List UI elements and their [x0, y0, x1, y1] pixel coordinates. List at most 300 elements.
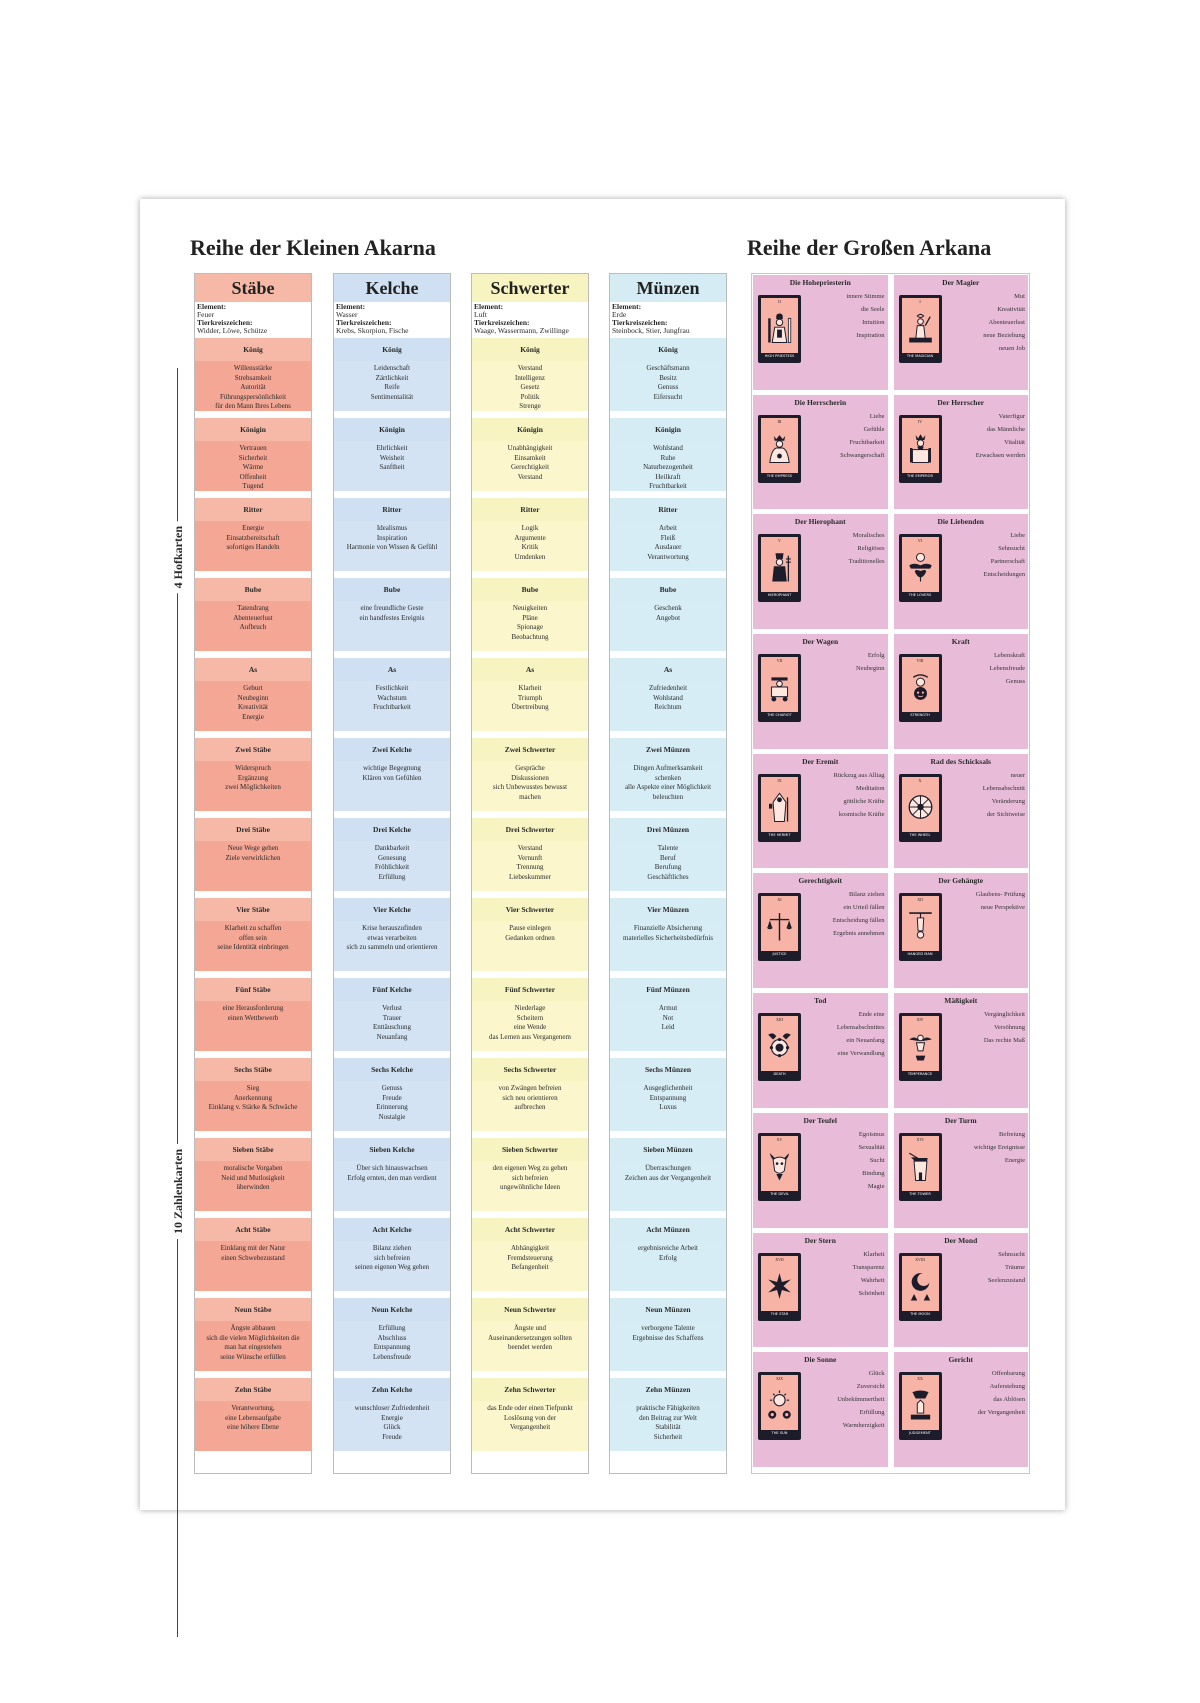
card-name: Bube — [610, 578, 726, 601]
major-card-title: Der Teufel — [803, 1115, 837, 1125]
keyword: Verantwortung, — [231, 1404, 275, 1412]
card-name: Sieben Münzen — [610, 1138, 726, 1161]
card-name: Sechs Schwerter — [472, 1058, 588, 1081]
major-card-keywords — [955, 1008, 1025, 1047]
suit-card — [472, 978, 588, 1051]
keyword: Ende eine — [858, 1011, 885, 1019]
suit-card — [472, 1138, 588, 1211]
keyword: neuen Job — [998, 345, 1025, 352]
major-card-cell — [894, 873, 1029, 988]
keyword: Ausdauer — [654, 543, 682, 551]
keyword: Widerspruch — [235, 764, 271, 772]
major-card-keywords — [815, 529, 885, 568]
keyword: eine Wende — [513, 1023, 547, 1031]
element-value: Erde — [612, 310, 627, 319]
keyword: Verstand — [517, 844, 543, 852]
keyword: Genuss — [381, 1084, 403, 1092]
keyword: Fruchtbarkeit — [373, 703, 411, 711]
card-keywords — [195, 921, 311, 971]
card-numeral: VI — [917, 538, 923, 544]
numbered-cards-label — [168, 746, 188, 1637]
major-card-title: Die Liebenden — [937, 517, 984, 527]
keyword: Rückzug aus Alltag — [833, 771, 885, 779]
tarot-card-illustration — [758, 893, 801, 961]
keyword: göttliche Kräfte — [843, 797, 885, 805]
suit-title: Kelche — [334, 274, 450, 302]
chariot-icon — [765, 667, 794, 707]
suit-card — [195, 738, 311, 811]
keyword: Krise herauszufinden — [362, 924, 422, 932]
major-card-keywords — [955, 888, 1025, 914]
card-numeral: V — [778, 538, 781, 544]
keyword: Erfüllung — [378, 1324, 406, 1332]
suit-card — [334, 338, 450, 411]
major-card-cell — [753, 514, 888, 629]
tarot-card-illustration — [899, 1133, 942, 1201]
suit-card — [195, 1218, 311, 1291]
keyword: Fröhlichkeit — [374, 863, 410, 871]
major-card-title: Der Turm — [944, 1115, 977, 1125]
suit-card — [334, 1138, 450, 1211]
keyword: Offenheit — [239, 472, 267, 481]
card-keywords — [195, 441, 311, 491]
keyword: Neid und Mutlosigkeit — [221, 1173, 285, 1182]
card-name: Bube — [472, 578, 588, 601]
major-card-cell — [894, 514, 1029, 629]
card-numeral: IV — [917, 418, 923, 424]
keyword: Neubeginn — [237, 693, 269, 702]
major-card-cell — [753, 754, 888, 869]
major-card-keywords — [815, 1008, 885, 1060]
keyword: Verstand — [517, 472, 543, 481]
keyword: Geschenk — [654, 604, 682, 612]
card-caption: TEMPERANCE — [902, 1071, 939, 1078]
card-name: Sieben Stäbe — [195, 1138, 311, 1161]
card-name: Königin — [472, 418, 588, 441]
card-keywords — [334, 1241, 450, 1291]
keyword: Sicherheit — [653, 1432, 683, 1441]
keyword: Vergangenheit — [509, 1423, 551, 1431]
keyword: ein handfestes Ereignis — [359, 613, 425, 622]
card-name: König — [334, 338, 450, 361]
card-keywords — [334, 761, 450, 811]
card-caption: THE STAR — [761, 1311, 798, 1318]
suit-column-kelche — [333, 273, 451, 1474]
keyword: Armut — [658, 1004, 678, 1012]
major-card-cell — [894, 395, 1029, 510]
suit-card — [472, 1058, 588, 1131]
keyword: Transparenz — [852, 1263, 885, 1271]
keyword: Auseinandersetzungen sollten — [488, 1333, 572, 1342]
card-keywords — [195, 761, 311, 811]
major-card-cell — [753, 1352, 888, 1467]
card-name: As — [195, 658, 311, 681]
card-name: Neun Kelche — [334, 1298, 450, 1321]
keyword: kosmische Kräfte — [838, 810, 885, 818]
keyword: ergebnisreiche Arbeit — [638, 1244, 698, 1252]
keyword: Triumph — [517, 693, 543, 702]
keyword: wunschloser Zufriedenheit — [354, 1404, 430, 1412]
major-card-cell — [894, 634, 1029, 749]
keyword: Ergebnis annehmen — [833, 930, 885, 938]
major-card-cell — [894, 1233, 1029, 1348]
major-card-cell — [894, 754, 1029, 869]
card-name: As — [472, 658, 588, 681]
keyword: Ergänzung — [237, 773, 269, 782]
keyword: Sucht — [869, 1156, 885, 1164]
major-card-keywords — [815, 290, 885, 342]
major-card-title: Gerechtigkeit — [798, 876, 843, 886]
card-name: Neun Schwerter — [472, 1298, 588, 1321]
keyword: Sehnsucht — [998, 545, 1025, 553]
card-name: Königin — [334, 418, 450, 441]
keyword: aufbrechen — [514, 1103, 546, 1111]
card-keywords — [195, 1001, 311, 1051]
card-name: As — [610, 658, 726, 681]
suit-card — [472, 1378, 588, 1451]
keyword: seine Wünsche erfüllen — [220, 1352, 286, 1361]
keyword: etwas verarbeiten — [367, 933, 417, 942]
keyword: Bindung — [862, 1169, 885, 1177]
card-name: Sechs Münzen — [610, 1058, 726, 1081]
keyword: Einklang v. Stärke & Schwäche — [208, 1103, 298, 1111]
card-numeral: XIX — [775, 1376, 784, 1382]
keyword: ein Urteil fällen — [843, 904, 885, 912]
suit-card — [610, 978, 726, 1051]
keyword: der Vergangenheit — [977, 1409, 1025, 1417]
card-name: Zwei Kelche — [334, 738, 450, 761]
card-name: Drei Schwerter — [472, 818, 588, 841]
card-keywords — [195, 1241, 311, 1291]
card-numeral: VII — [776, 658, 783, 664]
major-card-title: Die Sonne — [804, 1355, 837, 1365]
keyword: das Ende oder einen Tiefpunkt — [487, 1404, 573, 1412]
keyword: Lebensfreude — [989, 665, 1025, 673]
card-keywords — [195, 1401, 311, 1451]
card-numeral: XV — [776, 1136, 783, 1142]
keyword: Wohlstand — [653, 693, 683, 702]
keyword: Vitalität — [1004, 438, 1025, 446]
keyword: Sieg — [246, 1084, 260, 1092]
keyword: Entscheidungen — [983, 571, 1025, 579]
keyword: Reife — [384, 383, 400, 391]
suit-card — [472, 338, 588, 411]
keyword: ein Neuanfang — [846, 1037, 885, 1045]
major-card-title: Mäßigkeit — [944, 996, 978, 1006]
keyword: Religiöses — [857, 545, 885, 553]
keyword: einen Wettbewerb — [227, 1013, 279, 1022]
minor-arcana-title: Reihe der Kleinen Akarna — [190, 235, 436, 260]
card-name: Bube — [195, 578, 311, 601]
keyword: Energie — [381, 1413, 403, 1422]
keyword: das Lernen aus Vergangenem — [489, 1032, 571, 1041]
suit-card — [472, 418, 588, 491]
suit-card — [472, 1298, 588, 1371]
keyword: Geschäftsmann — [646, 364, 690, 372]
tarot-card-illustration — [899, 534, 942, 602]
card-keywords — [334, 921, 450, 971]
keyword: Leidenschaft — [373, 364, 411, 372]
keyword: Beruf — [660, 853, 676, 862]
card-caption: THE HERMIT — [761, 832, 798, 839]
card-caption: JUSTICE — [761, 951, 798, 958]
keyword: Niederlage — [514, 1004, 546, 1012]
keyword: Traditionelles — [848, 558, 885, 566]
keyword: Klarheit — [863, 1250, 885, 1258]
suit-title: Schwerter — [472, 274, 588, 302]
card-keywords — [334, 521, 450, 571]
strength-icon — [906, 667, 935, 707]
card-caption: DEATH — [761, 1071, 798, 1078]
card-name: Drei Stäbe — [195, 818, 311, 841]
keyword: man hat eingestehen — [224, 1343, 282, 1351]
keyword: eine Herausforderung — [222, 1004, 284, 1012]
card-keywords — [195, 1321, 311, 1371]
tarot-card-illustration — [758, 295, 801, 363]
card-numeral: XIII — [776, 1017, 783, 1023]
keyword: Zeichen aus der Vergangenheit — [624, 1173, 712, 1182]
keyword: Talente — [657, 844, 679, 852]
card-name: König — [610, 338, 726, 361]
keyword: Freude — [382, 1432, 402, 1441]
keyword: Strenge — [519, 402, 541, 410]
card-keywords — [610, 1241, 726, 1291]
card-name: Zwei Münzen — [610, 738, 726, 761]
keyword: für den Mann Ihres Lebens — [215, 402, 291, 410]
major-card-cell — [894, 1113, 1029, 1228]
keyword: Übertreibung — [511, 703, 549, 711]
suit-column-muenzen — [609, 273, 727, 1474]
card-name: Vier Stäbe — [195, 898, 311, 921]
keyword: Über sich hinauswachsen — [356, 1164, 428, 1172]
zodiac-key: Tierkreiszeichen: — [336, 318, 392, 327]
suit-card — [610, 1298, 726, 1371]
keyword: Energie — [242, 524, 264, 532]
suit-card — [610, 1058, 726, 1131]
keyword: Ängste und — [513, 1324, 547, 1332]
zodiac-value: Widder, Löwe, Schütze — [197, 326, 268, 335]
tarot-card-illustration — [899, 774, 942, 842]
card-keywords — [472, 441, 588, 491]
devil-icon — [765, 1146, 794, 1186]
card-caption: STRENGTH — [902, 712, 939, 719]
keyword: Liebe — [1010, 532, 1025, 540]
suit-card — [334, 1298, 450, 1371]
suit-card — [610, 1138, 726, 1211]
keyword: Erfüllung — [378, 872, 406, 881]
major-card-title: Der Wagen — [802, 637, 839, 647]
keyword: Vaterfigur — [998, 412, 1025, 420]
hierophant-icon — [765, 547, 794, 587]
card-keywords — [195, 1081, 311, 1131]
keyword: Zufriedenheit — [648, 684, 688, 692]
keyword: das Ablösen — [993, 1396, 1025, 1404]
keyword: innere Stimme — [846, 293, 885, 300]
major-card-keywords — [955, 769, 1025, 821]
card-caption: HIGH PRIESTESS — [761, 353, 798, 360]
card-numeral: IX — [777, 777, 782, 783]
tarot-card-illustration — [758, 1133, 801, 1201]
major-card-title: Der Magier — [942, 278, 980, 287]
card-name: Ritter — [334, 498, 450, 521]
keyword: Wahrheit — [860, 1276, 885, 1284]
keyword: sich die vielen Möglichkeiten die — [206, 1333, 300, 1342]
keyword: Zuversicht — [856, 1383, 885, 1391]
keyword: Trennung — [516, 863, 544, 871]
element-key: Element: — [336, 302, 366, 311]
keyword: seinen eigenen Weg gehen — [354, 1263, 430, 1271]
keyword: Sehnsucht — [998, 1250, 1025, 1258]
keyword: Tatendrang — [237, 604, 269, 612]
major-card-cell — [753, 993, 888, 1108]
keyword: Erfolg — [659, 1253, 677, 1262]
keyword: Ausgeglichenheit — [643, 1084, 693, 1092]
keyword: Eifersucht — [653, 392, 683, 401]
card-keywords — [334, 1401, 450, 1451]
card-name: Sechs Kelche — [334, 1058, 450, 1081]
card-caption: THE MOON — [902, 1311, 939, 1318]
court-cards-text: 4 Hofkarten — [171, 521, 186, 593]
hanged-man-icon — [906, 906, 935, 946]
keyword: Umdenken — [514, 552, 546, 561]
tarot-card-illustration — [758, 1372, 801, 1440]
major-card-keywords — [815, 649, 885, 675]
keyword: Vergänglichkeit — [983, 1011, 1025, 1019]
card-keywords — [472, 921, 588, 971]
keyword: Anerkennung — [233, 1093, 273, 1102]
keyword: Bilanz ziehen — [372, 1244, 412, 1252]
suit-title: Stäbe — [195, 274, 311, 302]
keyword: Abenteuerlust — [988, 319, 1025, 326]
suit-title: Münzen — [610, 274, 726, 302]
card-keywords — [334, 681, 450, 731]
keyword: Diskussionen — [511, 773, 549, 782]
card-caption: HIEROPHANT — [761, 592, 798, 599]
card-keywords — [610, 841, 726, 891]
card-keywords — [472, 681, 588, 731]
keyword: Abenteuerlust — [233, 613, 273, 622]
keyword: Das rechte Maß — [983, 1037, 1025, 1045]
card-keywords — [610, 1161, 726, 1211]
card-keywords — [472, 1241, 588, 1291]
suit-card — [610, 658, 726, 731]
keyword: Dankbarkeit — [374, 844, 410, 852]
major-card-keywords — [955, 1128, 1025, 1167]
tarot-card-illustration — [758, 534, 801, 602]
keyword: schenken — [654, 773, 682, 782]
suit-card — [195, 978, 311, 1051]
card-name: Ritter — [472, 498, 588, 521]
star-icon — [765, 1266, 794, 1306]
keyword: Wohlstand — [653, 444, 683, 452]
card-name: Fünf Schwerter — [472, 978, 588, 1001]
card-numeral: XVII — [775, 1256, 784, 1262]
tarot-card-illustration — [758, 1253, 801, 1321]
card-numeral: III — [777, 418, 782, 424]
suit-card — [610, 418, 726, 491]
keyword: Enttäuschung — [372, 1023, 412, 1031]
card-keywords — [610, 1001, 726, 1051]
major-card-title: Rad des Schicksals — [930, 756, 991, 766]
keyword: Weisheit — [379, 453, 405, 462]
suit-info — [195, 302, 311, 336]
suit-card — [610, 818, 726, 891]
card-caption: THE SUN — [761, 1430, 798, 1437]
card-name: Acht Schwerter — [472, 1218, 588, 1241]
keyword: eine Verwandlung — [837, 1050, 885, 1058]
card-name: Zehn Münzen — [610, 1378, 726, 1401]
keyword: Stabilität — [655, 1423, 681, 1431]
keyword: Überraschungen — [645, 1164, 691, 1172]
zodiac-key: Tierkreiszeichen: — [474, 318, 530, 327]
major-card-keywords — [955, 290, 1025, 355]
element-value: Wasser — [336, 310, 358, 319]
zodiac-value: Krebs, Skorpion, Fische — [336, 326, 409, 335]
card-caption: THE EMPRESS — [761, 473, 798, 480]
suit-card — [334, 578, 450, 651]
card-name: Fünf Stäbe — [195, 978, 311, 1001]
keyword: Ruhe — [660, 453, 676, 462]
keyword: Politik — [520, 392, 540, 401]
suit-card — [472, 498, 588, 571]
suit-card — [334, 738, 450, 811]
suit-card — [334, 1378, 450, 1451]
keyword: Führungspersönlichkeit — [219, 392, 287, 401]
keyword: überwinden — [236, 1183, 270, 1191]
keyword: Offenbarung — [991, 1370, 1025, 1378]
keyword: Lebensfreude — [372, 1352, 412, 1361]
major-arcana-grid — [751, 273, 1030, 1474]
major-card-title: Der Eremit — [802, 756, 839, 766]
suit-card — [195, 498, 311, 571]
keyword: Liebe — [869, 412, 885, 420]
card-keywords — [472, 1321, 588, 1371]
card-name: Sechs Stäbe — [195, 1058, 311, 1081]
card-keywords — [610, 761, 726, 811]
zodiac-key: Tierkreiszeichen: — [612, 318, 668, 327]
keyword: Energie — [242, 712, 264, 721]
keyword: sich neu orientieren — [502, 1093, 558, 1102]
major-card-title: Der Stern — [804, 1235, 836, 1245]
keyword: Naturbezogenheit — [643, 463, 693, 471]
keyword: den Beitrag zur Welt — [639, 1413, 697, 1422]
major-card-keywords — [815, 1128, 885, 1193]
card-keywords — [472, 361, 588, 411]
element-key: Element: — [197, 302, 227, 311]
keyword: Versöhnung — [993, 1024, 1025, 1032]
major-card-title: Der Gehängte — [938, 876, 984, 886]
card-keywords — [472, 1001, 588, 1051]
suit-card — [195, 1058, 311, 1131]
card-keywords — [195, 521, 311, 571]
priestess-icon — [765, 308, 794, 348]
card-name: Zwei Stäbe — [195, 738, 311, 761]
card-name: Acht Münzen — [610, 1218, 726, 1241]
keyword: Gespräche — [515, 764, 545, 772]
keyword: Vertrauen — [239, 444, 267, 452]
card-keywords — [472, 761, 588, 811]
keyword: Ehrlichkeit — [376, 444, 408, 452]
keyword: Willensstärke — [233, 364, 273, 372]
keyword: Festlichkeit — [375, 684, 409, 692]
keyword: Kreativität — [238, 703, 268, 711]
keyword: wichtige Begegnung — [363, 764, 421, 772]
card-numeral: XI — [777, 897, 782, 903]
keyword: Neuigkeiten — [512, 604, 548, 612]
tower-icon — [906, 1146, 935, 1186]
major-card-keywords — [815, 1367, 885, 1432]
keyword: alle Aspekte einer Möglichkeit — [624, 783, 712, 791]
